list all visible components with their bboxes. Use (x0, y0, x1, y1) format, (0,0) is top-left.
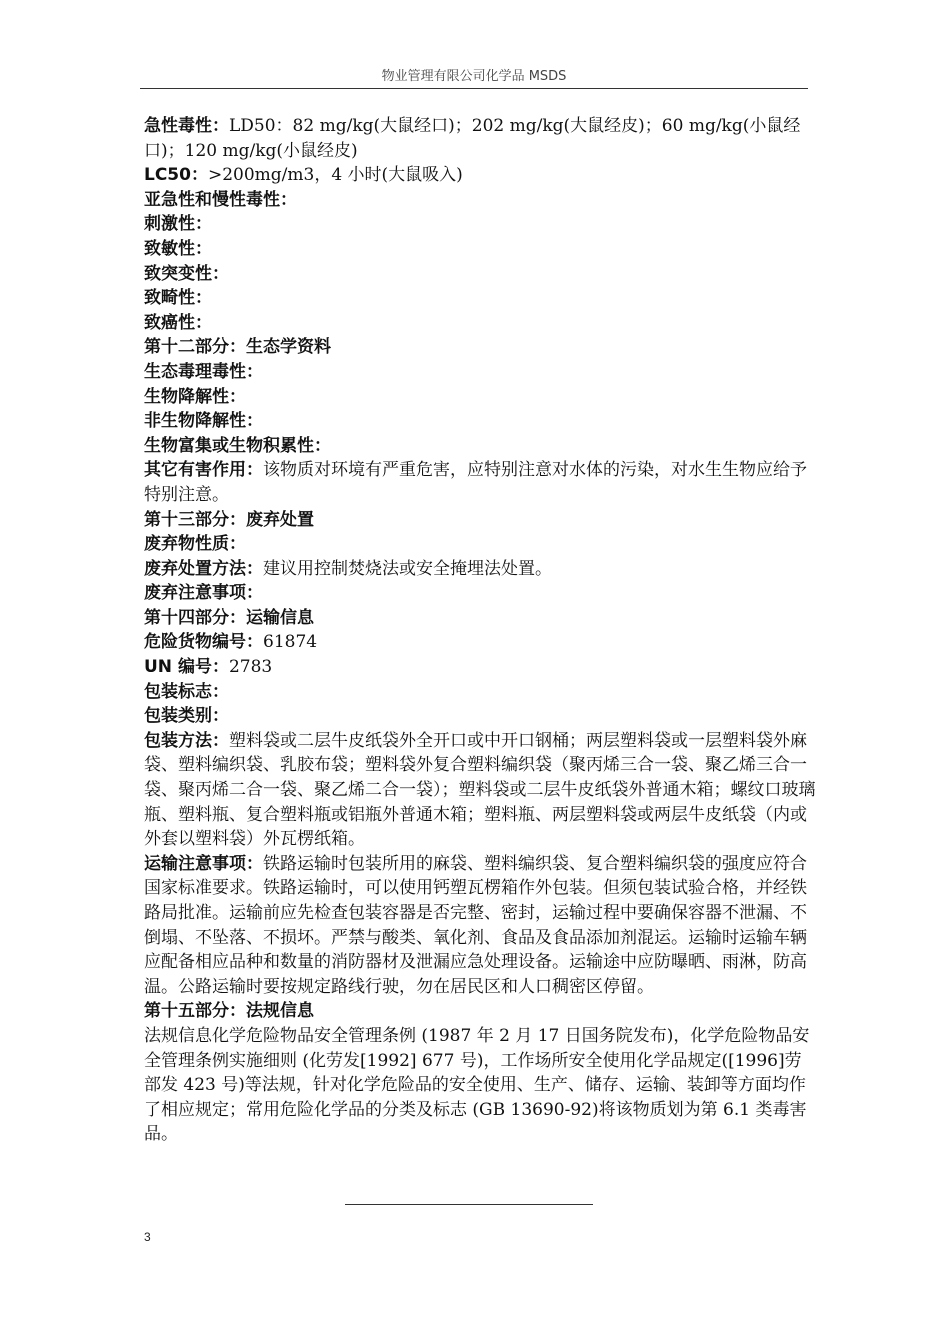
transport-notes (144, 852, 816, 1000)
dangerous-goods-number-label: 危险货物编号： (144, 632, 263, 653)
disposal-method-label: 废弃处置方法： (144, 558, 263, 579)
mutagenicity-label: 致突变性： (144, 263, 229, 284)
document-body (144, 114, 816, 1147)
disposal-method (144, 557, 816, 582)
un-number-value: 2783 (228, 657, 273, 678)
lc50-text: >200mg/m3，4 小时(大鼠吸入) (207, 165, 463, 186)
other-hazards-label: 其它有害作用： (144, 460, 263, 481)
other-hazards-text: 该物质对环境有严重危害，应特别注意对水体的污染，对水生生物应给予特别注意。 (144, 460, 807, 505)
biodegradability-label: 生物降解性： (144, 386, 246, 407)
section-15-heading: 第十五部分：法规信息 (144, 1001, 314, 1022)
packaging-method-text: 塑料袋或二层牛皮纸袋外全开口或中开口钢桶；两层塑料袋或一层塑料袋外麻袋、塑料编织袋、乳胶布袋；塑料袋外复合塑料编织袋（聚丙烯三合一袋、聚乙烯三合一袋、聚丙烯二合一袋、聚乙烯二合一袋）；塑料袋或二层牛皮纸袋外普通木箱；螺纹口玻璃瓶、塑料瓶、复合塑料瓶或铝瓶外普通木箱；塑料瓶、两层塑料袋或两层牛皮纸袋（内或外套以塑料袋）外瓦楞纸箱。 (144, 730, 816, 850)
irritation-label: 刺激性： (144, 214, 212, 235)
transport-notes-text: 铁路运输时包装所用的麻袋、塑料编织袋、复合塑料编织袋的强度应符合国家标准要求。铁路运输时，可以使用钙塑瓦楞箱作外包装。但须包装试验合格，并经铁路局批准。运输前应先检查包装容器是否完整、密封，运输过程中要确保容器不泄漏、不倒塌、不坠落、不损坏。严禁与酸类、氧化剂、食品及食品添加剂混运。运输时运输车辆应配备相应品种和数量的消防器材及泄漏应急处理设备。运输途中应防曝晒、雨淋，防高温。公路运输时要按规定路线行驶，勿在居民区和人口稠密区停留。 (144, 853, 807, 997)
packaging-class-label: 包装类别： (144, 706, 229, 727)
transport-notes-label: 运输注意事项： (144, 853, 263, 874)
waste-nature-label: 废弃物性质： (144, 534, 246, 555)
packaging-mark-label: 包装标志： (144, 681, 229, 702)
un-number (144, 655, 816, 680)
teratogenicity-label: 致畸性： (144, 288, 212, 309)
section-12-heading: 第十二部分：生态学资料 (144, 337, 331, 358)
lc50 (144, 163, 816, 188)
regulatory-info-text: 法规信息化学危险物品安全管理条例 (1987 年 2 月 17 日国务院发布)，化学危险物品安全管理条例实施细则 (化劳发[1992] 677 号)，工作场所安全使用化学品规定([1996]劳部发 423 号)等法规，针对化学危险品的安全使用、生产、储存、运输、装卸等方面均作了相应规定；常用危险化学品的分类及标志 (GB 13690-92)将该物质划为第 6.1 类毒害品。 (144, 1025, 810, 1145)
sensitization-label: 致敏性： (144, 238, 212, 259)
carcinogenicity-label: 致癌性： (144, 312, 212, 333)
other-hazards (144, 458, 816, 507)
acute-toxicity-text: LD50：82 mg/kg(大鼠经口)；202 mg/kg(大鼠经皮)；60 mg/kg(小鼠经口)；120 mg/kg(小鼠经皮) (144, 116, 801, 161)
acute-toxicity (144, 114, 816, 163)
section-14-heading: 第十四部分：运输信息 (144, 607, 314, 628)
packaging-method (144, 729, 816, 852)
page-header: 物业管理有限公司化学品 MSDS (140, 66, 808, 89)
disposal-notes-label: 废弃注意事项： (144, 583, 263, 604)
un-number-label: UN 编号： (144, 657, 229, 678)
acute-toxicity-label: 急性毒性： (144, 116, 229, 136)
lc50-label: LC50： (144, 165, 208, 186)
bioaccumulation-label: 生物富集或生物积累性： (144, 435, 331, 456)
dangerous-goods-number (144, 630, 816, 655)
ecotoxicity-label: 生态毒理毒性： (144, 361, 263, 382)
subacute-toxicity-label: 亚急性和慢性毒性： (144, 189, 297, 210)
footer-divider (345, 1204, 593, 1205)
dangerous-goods-number-value: 61874 (263, 632, 318, 653)
disposal-method-text: 建议用控制焚烧法或安全掩埋法处置。 (263, 558, 552, 579)
packaging-method-label: 包装方法： (144, 730, 229, 751)
page-number: 3 (144, 1230, 151, 1244)
non-biodegradability-label: 非生物降解性： (144, 411, 263, 432)
section-13-heading: 第十三部分：废弃处置 (144, 509, 314, 530)
